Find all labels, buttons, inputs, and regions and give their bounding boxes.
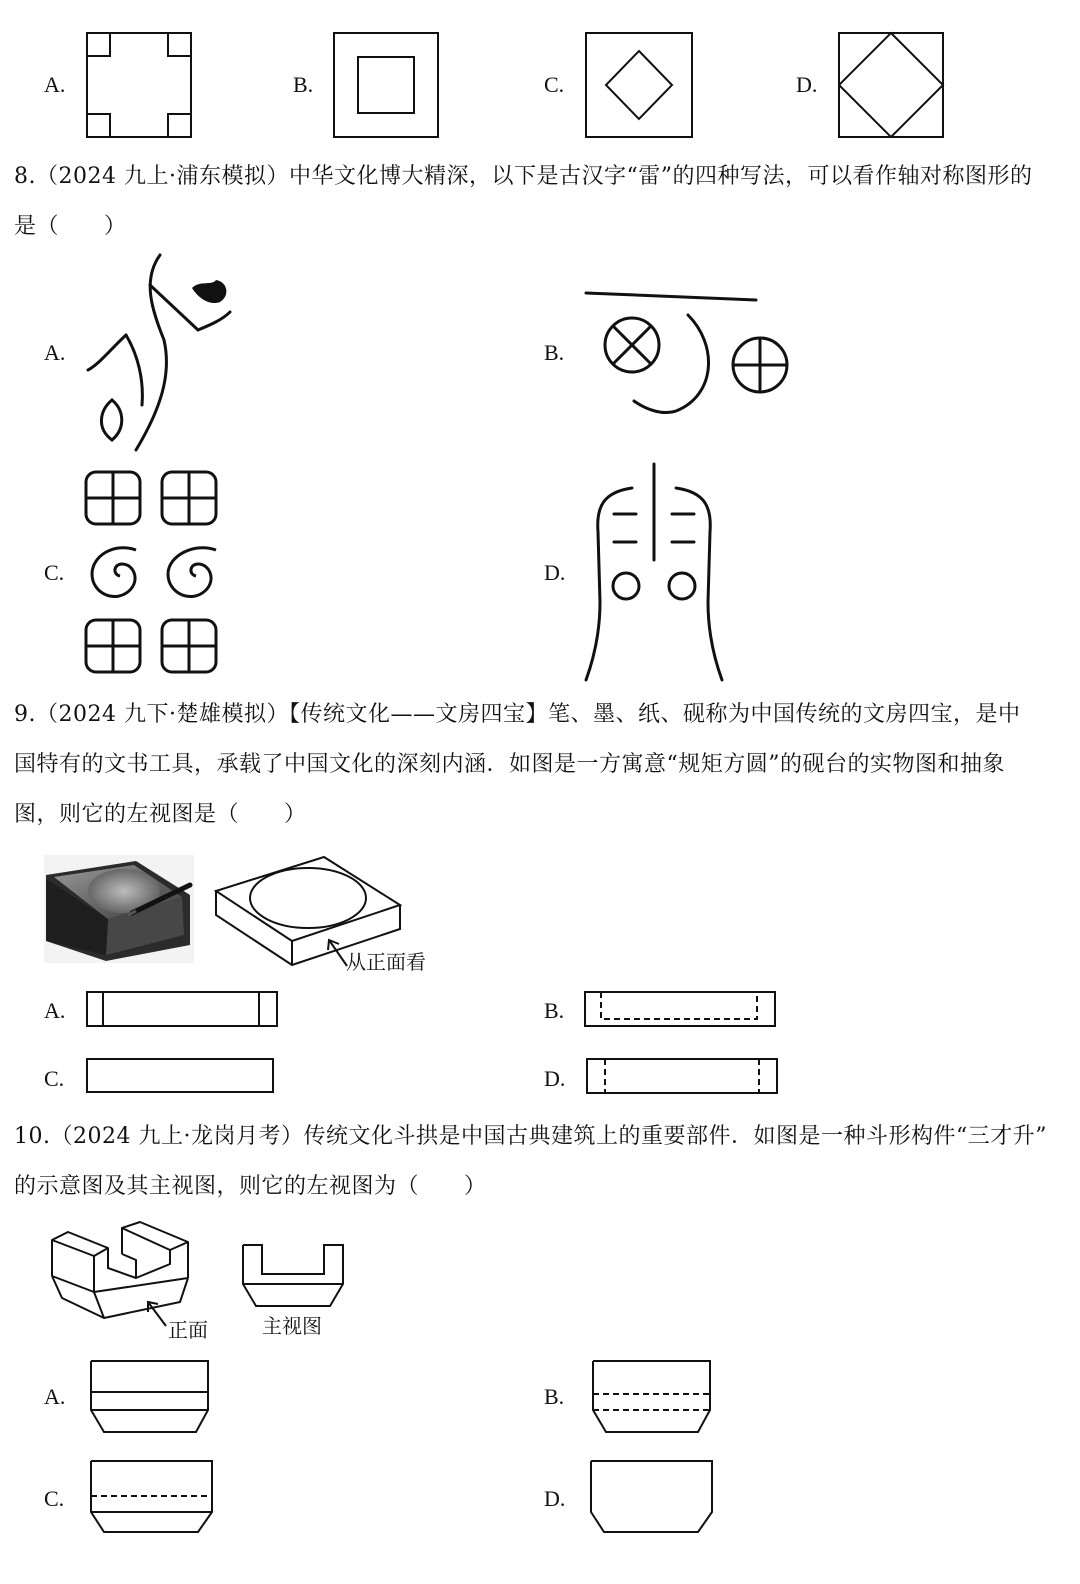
- q10-option-b-label: B.: [544, 1384, 565, 1409]
- q9-stem: [14, 690, 1064, 840]
- q8-stem: [14, 152, 1064, 252]
- sancaisheng-sketch: [48, 1220, 198, 1324]
- q9-front-caption: 从正面看: [346, 950, 426, 974]
- q8-figure-b: [580, 285, 800, 420]
- q8-option-d-label: D.: [544, 560, 566, 585]
- q10-figure-d: [590, 1460, 714, 1534]
- q10-option-c-label: C.: [44, 1486, 65, 1511]
- q7-figure-c: [585, 32, 693, 138]
- inkstone-photo: [44, 855, 194, 963]
- q9-option-a-label: A.: [44, 998, 66, 1023]
- q8-stem-line2: 是（ ）: [14, 214, 127, 239]
- q9-stem-line1: 9.（2024 九下·楚雄模拟）【传统文化——文房四宝】笔、墨、纸、砚称为中国传统的文房四宝，是中: [14, 702, 1021, 727]
- q9-figure-b: [584, 991, 778, 1029]
- q10-stem-line1: 10.（2024 九上·龙岗月考）传统文化斗拱是中国古典建筑上的重要部件．如图是一种斗形构件“三才升”: [14, 1124, 1047, 1149]
- q9-option-b-label: B.: [544, 998, 565, 1023]
- q9-figure-d: [586, 1058, 780, 1096]
- q9-figure-a: [86, 991, 280, 1029]
- q9-option-c-label: C.: [44, 1066, 65, 1091]
- q8-option-b-label: B.: [544, 340, 565, 365]
- q8-figure-d: [584, 462, 724, 684]
- q8-option-a-label: A.: [44, 340, 66, 365]
- q10-figure-a: [90, 1360, 210, 1434]
- q7-figure-d: [838, 32, 944, 138]
- q7-option-d-label: D.: [796, 72, 818, 97]
- q9-stem-line3: 图，则它的左视图是（ ）: [14, 802, 307, 827]
- q8-figure-a: [80, 250, 240, 460]
- q9-figure-c: [86, 1058, 276, 1094]
- q8-stem-line1: 8.（2024 九上·浦东模拟）中华文化博大精深，以下是古汉字“雷”的四种写法，可以看作轴对称图形的: [14, 164, 1033, 189]
- q7-option-a-label: A.: [44, 72, 66, 97]
- q8-option-c-label: C.: [44, 560, 65, 585]
- q10-stem-line2: 的示意图及其主视图，则它的左视图为（ ）: [14, 1174, 487, 1199]
- q7-option-c-label: C.: [544, 72, 565, 97]
- q9-stem-line2: 国特有的文书工具，承载了中国文化的深刻内涵．如图是一方寓意“规矩方圆”的砚台的实物图和抽象: [14, 752, 1005, 777]
- q10-stem: [14, 1112, 1064, 1212]
- main-view-figure: [242, 1244, 344, 1308]
- q10-figure-c: [90, 1460, 214, 1534]
- q9-option-d-label: D.: [544, 1066, 566, 1091]
- q7-option-b-label: B.: [293, 72, 314, 97]
- q10-figure-b: [592, 1360, 712, 1434]
- q10-option-a-label: A.: [44, 1384, 66, 1409]
- q7-figure-b: [333, 32, 439, 138]
- q8-figure-c: [84, 470, 224, 678]
- q10-front-caption: 正面: [168, 1318, 208, 1342]
- q7-figure-a: [86, 32, 192, 138]
- side-arrow: [146, 1300, 170, 1328]
- q10-option-d-label: D.: [544, 1486, 566, 1511]
- q10-main-view-caption: 主视图: [262, 1314, 322, 1338]
